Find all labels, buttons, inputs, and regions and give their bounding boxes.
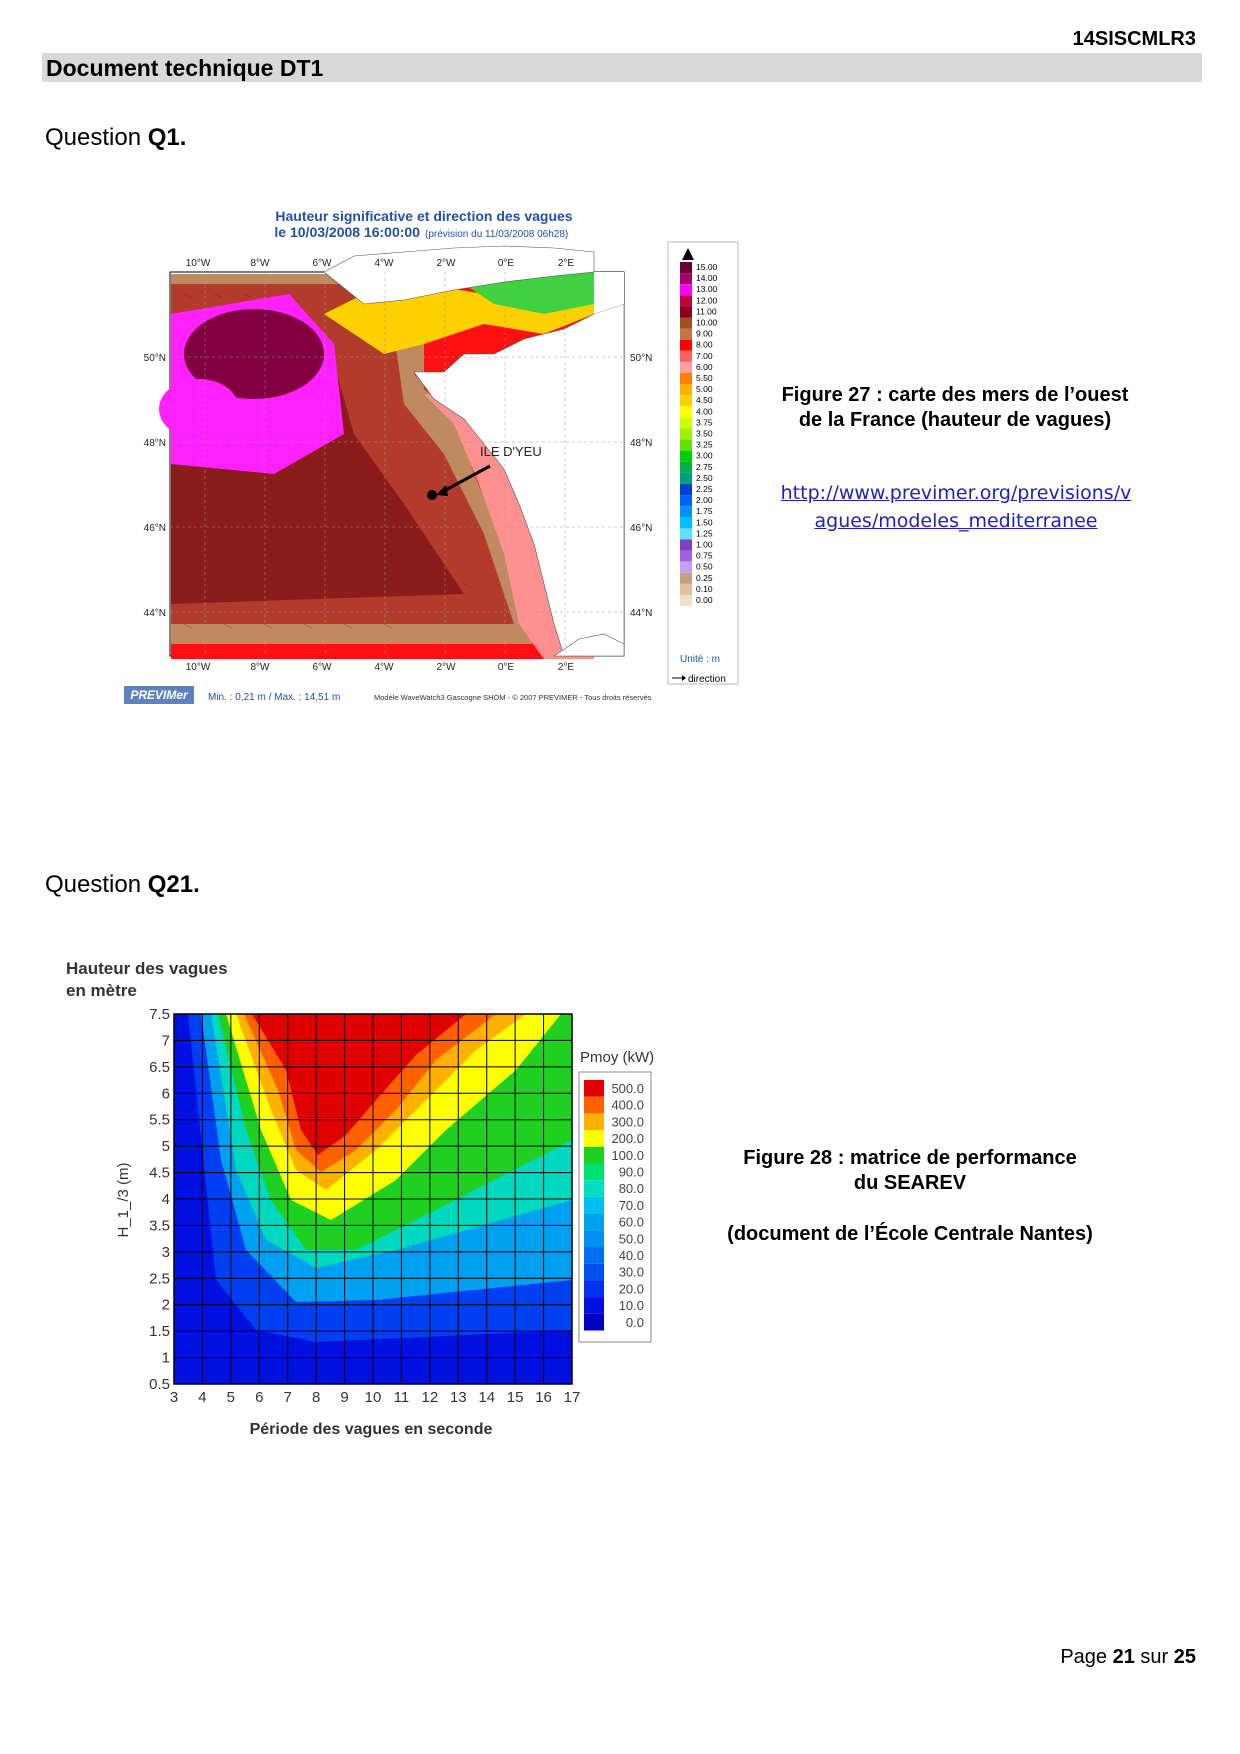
map-legend-swatch	[680, 284, 692, 295]
map-plot	[159, 246, 624, 659]
question-number: Q1.	[147, 124, 187, 151]
ile-dyeu-marker	[427, 490, 437, 500]
figure-28-caption	[700, 1146, 1120, 1196]
map-legend-label: 0.50	[696, 561, 713, 572]
svg-text:2°W: 2°W	[436, 662, 456, 673]
colorbar-label: 40.0	[618, 1248, 644, 1263]
map-legend-swatch	[680, 395, 692, 406]
map-legend-swatch	[680, 584, 692, 595]
map-legend-label: 0.25	[696, 572, 713, 583]
matrix-title-line2: en mètre	[66, 981, 137, 1000]
question-label: Question	[45, 124, 148, 151]
svg-text:48°N: 48°N	[630, 438, 653, 449]
x-tick-label: 12	[421, 1389, 439, 1406]
map-legend-label: 3.50	[696, 428, 713, 439]
page-title: Document technique DT1	[46, 55, 324, 81]
svg-text:50°N: 50°N	[630, 353, 653, 364]
document-code: 14SISCMLR3	[1072, 28, 1196, 50]
map-date: le 10/03/2008 16:00:00	[274, 224, 420, 240]
colorbar-label: 50.0	[618, 1231, 644, 1247]
colorbar-label: 80.0	[618, 1181, 644, 1197]
svg-text:48°N: 48°N	[143, 438, 166, 449]
svg-text:2°E: 2°E	[557, 662, 575, 673]
x-tick-label: 9	[340, 1389, 349, 1406]
x-tick-labels	[170, 1389, 581, 1406]
y-tick-label: 0.5	[149, 1376, 170, 1393]
map-legend-label: 5.00	[696, 384, 713, 395]
x-tick-label: 16	[535, 1389, 552, 1406]
colorbar-label: 0.0	[625, 1314, 644, 1330]
svg-text:46°N: 46°N	[143, 523, 166, 534]
map-legend-label: 2.75	[696, 461, 713, 472]
map-legend-swatch	[680, 551, 692, 562]
map-legend-label: 6.00	[696, 361, 713, 372]
map-legend-swatch	[680, 306, 692, 317]
svg-text:44°N: 44°N	[630, 608, 653, 619]
map-legend-label: 1.25	[696, 528, 713, 539]
y-tick-label: 4	[161, 1191, 170, 1208]
colorbar-swatch	[584, 1180, 604, 1197]
y-tick-label: 3	[161, 1243, 170, 1261]
map-legend-label: 4.50	[696, 395, 713, 406]
map-legend-label: 12.00	[696, 295, 718, 306]
map-legend-swatch	[680, 362, 692, 373]
colorbar-swatch	[584, 1314, 604, 1331]
colorbar-label: 90.0	[618, 1164, 644, 1180]
map-legend-swatch	[680, 517, 692, 528]
map-direction-label: direction	[688, 674, 726, 685]
y-tick-label: 5	[161, 1138, 170, 1156]
map-legend-swatch	[680, 318, 692, 329]
matrix-title: Hauteur des vagues	[66, 959, 228, 978]
performance-matrix-chart	[56, 950, 676, 1450]
svg-text:0°E: 0°E	[497, 662, 515, 673]
map-legend-label: 2.00	[696, 495, 713, 506]
map-legend-label: 2.50	[696, 472, 713, 483]
map-legend-label: 13.00	[696, 284, 718, 295]
map-legend	[680, 262, 718, 606]
map-legend-swatch	[680, 484, 692, 495]
map-legend-swatch	[680, 451, 692, 462]
map-legend-swatch	[680, 495, 692, 506]
map-legend-label: 2.25	[696, 484, 713, 494]
svg-text:2°E: 2°E	[557, 258, 575, 269]
figure-27-caption: Figure 27 : carte des mers de l’ouest de la France (hauteur de vagues)	[781, 384, 1129, 431]
svg-text:8°W: 8°W	[250, 258, 270, 269]
svg-text:46°N: 46°N	[630, 523, 653, 534]
map-title: Hauteur significative et direction des vagues	[275, 208, 573, 224]
question-q1-heading	[45, 124, 186, 152]
y-tick-label: 1.5	[149, 1323, 170, 1341]
colorbar-swatch	[584, 1097, 604, 1114]
map-forecast-note: (prévision du 11/03/2008 06h28)	[425, 229, 569, 240]
map-legend-swatch	[680, 595, 692, 606]
map-legend-label: 15.00	[696, 262, 718, 272]
map-legend-label: 10.00	[696, 317, 718, 328]
map-legend-label: 5.50	[696, 373, 713, 383]
svg-text:50°N: 50°N	[143, 353, 166, 364]
y-tick-label: 6	[161, 1085, 170, 1103]
y-tick-label: 2.5	[149, 1270, 170, 1288]
map-legend-label: 14.00	[696, 273, 718, 284]
map-legend-label: 8.00	[696, 339, 713, 350]
y-tick-label: 2	[161, 1296, 170, 1314]
svg-text:6°W: 6°W	[312, 258, 332, 269]
colorbar-label: 200.0	[611, 1131, 644, 1147]
map-legend-label: 3.25	[696, 439, 713, 450]
page-footer: Page 21 sur 25	[1060, 1646, 1196, 1668]
colorbar-label: 60.0	[618, 1214, 644, 1230]
colorbar-label: 100.0	[611, 1147, 644, 1163]
ile-dyeu-label: ILE D'YEU	[480, 444, 542, 459]
previmer-link[interactable]: http://www.previmer.org/previsions/vagues/modeles_mediterranee	[780, 482, 1132, 532]
colorbar-swatch	[584, 1214, 604, 1231]
colorbar-label: 500.0	[611, 1081, 644, 1096]
y-tick-label: 3.5	[149, 1217, 170, 1235]
map-legend-swatch	[680, 417, 692, 428]
colorbar-swatch	[584, 1280, 604, 1297]
map-legend-label: 0.75	[696, 550, 713, 561]
matrix-ylabel: H_1_/3 (m)	[115, 1162, 132, 1238]
svg-text:4°W: 4°W	[374, 662, 394, 673]
svg-text:10°W: 10°W	[185, 258, 211, 269]
colorbar-label: 30.0	[618, 1264, 644, 1280]
map-legend-swatch	[680, 340, 692, 351]
x-tick-label: 11	[393, 1389, 410, 1406]
colorbar-swatch	[584, 1080, 604, 1097]
map-legend-swatch	[680, 562, 692, 573]
matrix-xlabel: Période des vagues en seconde	[249, 1421, 493, 1438]
map-legend-swatch	[680, 384, 692, 395]
x-tick-label: 10	[364, 1389, 382, 1406]
y-tick-labels	[149, 1006, 170, 1393]
map-legend-label: 0.10	[696, 583, 713, 594]
x-tick-label: 8	[311, 1389, 321, 1406]
x-tick-label: 13	[449, 1389, 467, 1406]
x-tick-label: 6	[255, 1389, 264, 1406]
page-total: 25	[1173, 1646, 1196, 1668]
colorbar-swatch	[584, 1164, 604, 1181]
map-unit: Unité : m	[680, 654, 721, 665]
x-tick-label: 15	[506, 1389, 524, 1406]
map-credits: Modèle WaveWatch3 Gascogne SHOM - © 2007 PREVIMER - Tous droits réservés	[374, 693, 652, 702]
map-legend-swatch	[680, 262, 692, 273]
map-legend-swatch	[680, 540, 692, 551]
colorbar-label: 300.0	[611, 1114, 644, 1130]
map-minmax: Min. : 0,21 m / Max. : 14,51 m	[208, 692, 341, 703]
map-legend-swatch	[680, 373, 692, 384]
map-legend-label: 3.75	[696, 417, 713, 428]
svg-text:6°W: 6°W	[312, 662, 332, 673]
colorbar-swatch	[584, 1230, 604, 1247]
colorbar-swatch	[584, 1147, 604, 1164]
question-number: Q21.	[147, 871, 200, 898]
map-legend-label: 4.00	[696, 406, 713, 417]
y-tick-label: 6.5	[149, 1058, 170, 1076]
colorbar-label: 10.0	[618, 1298, 644, 1314]
colorbar-swatch	[584, 1264, 604, 1281]
map-legend-swatch	[680, 406, 692, 417]
map-legend-swatch	[680, 273, 692, 284]
x-tick-label: 5	[226, 1389, 236, 1406]
svg-text:2°W: 2°W	[436, 258, 456, 269]
map-legend-swatch	[680, 429, 692, 440]
wave-height-map	[124, 204, 750, 706]
y-tick-label: 7	[161, 1032, 170, 1050]
colorbar-swatch	[584, 1247, 604, 1264]
svg-text:8°W: 8°W	[250, 662, 270, 673]
y-tick-label: 1	[161, 1349, 170, 1367]
map-legend-label: 0.00	[696, 595, 713, 605]
figure-27-link-wrap	[776, 480, 1136, 536]
colorbar-label: 20.0	[618, 1281, 644, 1297]
map-legend-swatch	[680, 295, 692, 306]
svg-text:44°N: 44°N	[143, 608, 166, 619]
x-tick-label: 14	[478, 1389, 496, 1406]
colorbar-swatch	[584, 1130, 604, 1147]
colorbar-swatch	[584, 1197, 604, 1214]
map-legend-swatch	[680, 440, 692, 451]
svg-text:10°W: 10°W	[185, 662, 211, 673]
x-tick-label: 4	[198, 1389, 207, 1406]
colorbar-label: 400.0	[611, 1097, 644, 1113]
section-banner	[42, 53, 1202, 82]
figure-28-caption-line1: Figure 28 : matrice de performance	[743, 1147, 1077, 1169]
svg-text:4°W: 4°W	[374, 258, 394, 269]
map-legend-swatch	[680, 473, 692, 484]
map-legend-label: 11.00	[696, 306, 717, 317]
map-legend-label: 1.75	[696, 506, 713, 517]
colorbar-title: Pmoy (kW)	[580, 1049, 655, 1066]
svg-text:0°E: 0°E	[497, 258, 515, 269]
y-tick-label: 5.5	[149, 1111, 170, 1129]
map-legend-swatch	[680, 329, 692, 340]
map-legend-swatch	[680, 528, 692, 539]
question-q21-heading	[45, 871, 200, 899]
figure-28-source: (document de l’École Centrale Nantes)	[727, 1223, 1093, 1245]
x-tick-label: 17	[563, 1389, 581, 1406]
map-legend-swatch	[680, 351, 692, 362]
colorbar-label: 70.0	[618, 1197, 644, 1213]
page-number: 21	[1112, 1646, 1135, 1668]
x-tick-label: 7	[283, 1389, 292, 1406]
map-legend-label: 3.00	[696, 450, 713, 461]
map-legend-label: 9.00	[696, 328, 713, 339]
colorbar-swatch	[584, 1297, 604, 1314]
y-tick-label: 7.5	[149, 1006, 170, 1023]
y-tick-label: 4.5	[149, 1164, 170, 1182]
map-legend-swatch	[680, 506, 692, 517]
map-legend-label: 1.50	[696, 517, 713, 528]
figure-28-caption-line2: du SEAREV	[853, 1172, 967, 1194]
question-label: Question	[45, 871, 148, 898]
map-legend-label: 1.00	[696, 539, 713, 550]
svg-text:PREVIMer: PREVIMer	[130, 688, 188, 702]
map-legend-swatch	[680, 462, 692, 473]
map-legend-swatch	[680, 573, 692, 584]
x-tick-label: 3	[169, 1389, 179, 1406]
colorbar-swatch	[584, 1113, 604, 1130]
map-legend-label: 7.00	[696, 350, 713, 361]
